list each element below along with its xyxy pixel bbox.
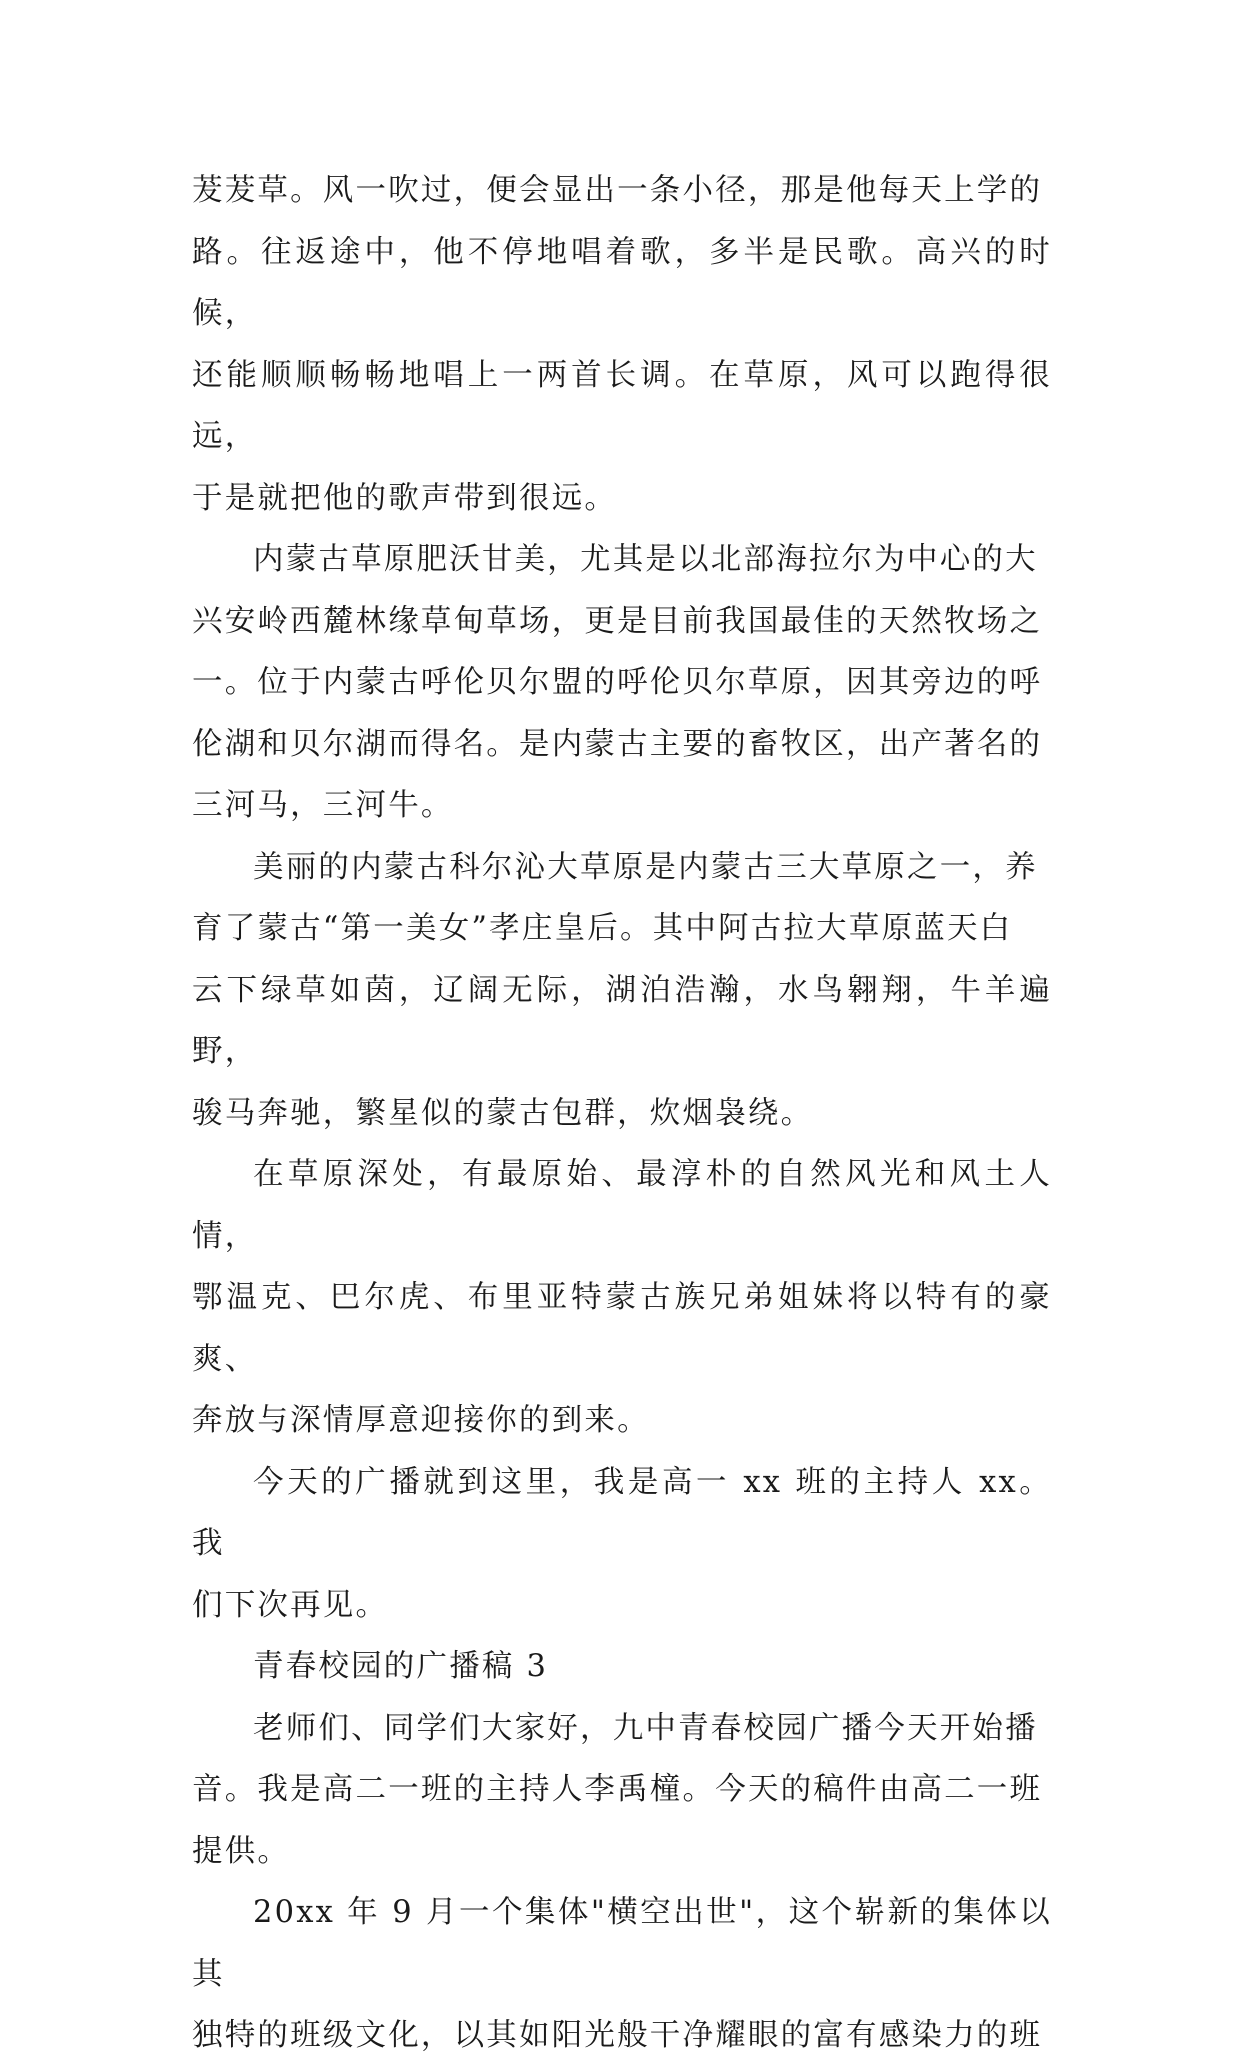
text-line: 内蒙古草原肥沃甘美，尤其是以北部海拉尔为中心的大: [253, 542, 1038, 577]
text-line: 提供。: [192, 1833, 291, 1869]
section-heading: [192, 1636, 1052, 1698]
text-line: 鄂温克、巴尔虎、布里亚特蒙古族兄弟姐妹将以特有的豪爽、: [192, 1280, 1052, 1377]
text-line: 于是就把他的歌声带到很远。: [192, 480, 618, 516]
text-line: 一。位于内蒙古呼伦贝尔盟的呼伦贝尔草原，因其旁边的呼: [192, 665, 1043, 700]
text-line: 独特的班级文化，以其如阳光般干净耀眼的富有感染力的班: [192, 2018, 1043, 2053]
text-line: 20xx 年 9 月一个集体"横空出世"，这个崭新的集体以其: [192, 1895, 1052, 1992]
text-line: 路。往返途中，他不停地唱着歌，多半是民歌。高兴的时候，: [192, 234, 1052, 331]
text-line: 茇茇草。风一吹过，便会显出一条小径，那是他每天上学的: [192, 173, 1043, 208]
text-line: 云下绿草如茵，辽阔无际，湖泊浩瀚，水鸟翱翔，牛羊遍野，: [192, 972, 1052, 1069]
text-line: 奔放与深情厚意迎接你的到来。: [192, 1403, 650, 1438]
text-line: 老师们、同学们大家好，九中青春校园广播今天开始播: [253, 1710, 1038, 1746]
paragraph: [192, 529, 1052, 837]
text-line: 们下次再见。: [192, 1587, 389, 1623]
text-line: 美丽的内蒙古科尔沁大草原是内蒙古三大草原之一，养: [253, 849, 1038, 885]
text-line: 骏马奔驰，繁星似的蒙古包群，炊烟袅绕。: [192, 1095, 814, 1131]
text-line: 今天的广播就到这里，我是高一 xx 班的主持人 xx。我: [192, 1464, 1052, 1561]
body-text: [192, 160, 1052, 2067]
paragraph: [192, 1882, 1052, 2067]
text-line: 音。我是高二一班的主持人李禹橦。今天的稿件由高二一班: [192, 1772, 1043, 1807]
text-line: 兴安岭西麓林缘草甸草场，更是目前我国最佳的天然牧场之: [192, 603, 1043, 639]
paragraph: [192, 1144, 1052, 1452]
text-line: 三河马，三河牛。: [192, 788, 454, 823]
paragraph: [192, 837, 1052, 1145]
heading-text: 青春校园的广播稿 3: [253, 1649, 549, 1684]
text-line: 在草原深处，有最原始、最淳朴的自然风光和风土人情，: [192, 1157, 1052, 1254]
paragraph: [192, 1452, 1052, 1637]
text-line: 育了蒙古“第一美女”孝庄皇后。其中阿古拉大草原蓝天白: [192, 911, 1013, 946]
paragraph: [192, 1698, 1052, 1883]
paragraph: [192, 160, 1052, 529]
text-line: 伦湖和贝尔湖而得名。是内蒙古主要的畜牧区，出产著名的: [192, 726, 1043, 762]
text-line: 还能顺顺畅畅地唱上一两首长调。在草原，风可以跑得很远，: [192, 357, 1052, 454]
